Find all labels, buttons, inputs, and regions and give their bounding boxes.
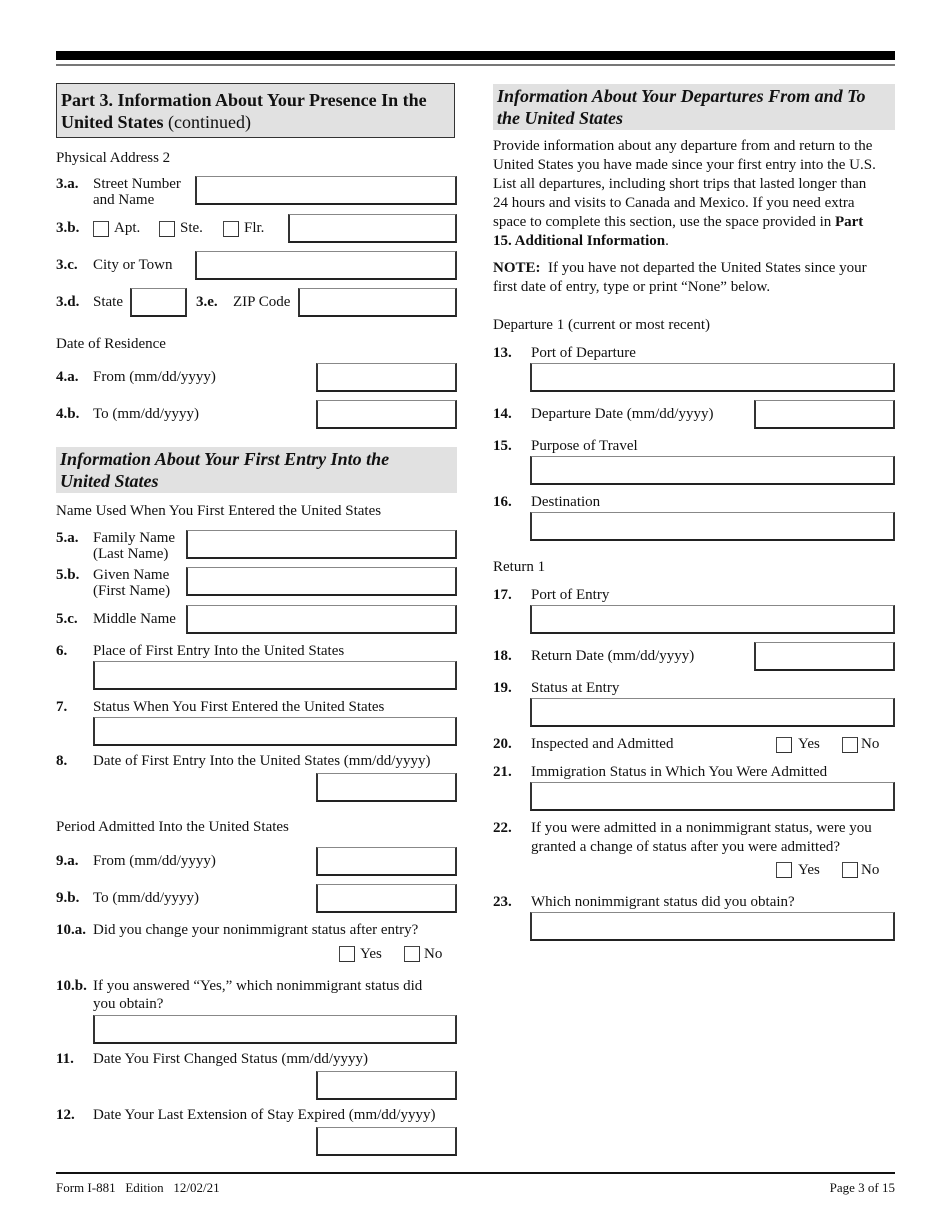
q20-yes-label: Yes bbox=[798, 736, 820, 752]
q6-number: 6. bbox=[56, 643, 68, 659]
q20-label: Inspected and Admitted bbox=[531, 736, 674, 752]
port-of-entry-field[interactable] bbox=[530, 605, 895, 634]
return-date-field[interactable] bbox=[754, 642, 895, 671]
zip-code-field[interactable] bbox=[298, 288, 457, 317]
q22-yes-checkbox[interactable] bbox=[776, 862, 792, 878]
q23-label: Which nonimmigrant status did you obtain? bbox=[531, 894, 795, 910]
q7-number: 7. bbox=[56, 699, 68, 715]
q10a-label: Did you change your nonimmigrant status after entry? bbox=[93, 922, 419, 938]
departures-section-heading bbox=[493, 84, 895, 130]
q3c-label: City or Town bbox=[93, 257, 173, 273]
header-thick-rule bbox=[56, 51, 895, 60]
q19-label: Status at Entry bbox=[531, 680, 620, 696]
name-used-label: Name Used When You First Entered the United States bbox=[56, 503, 382, 519]
q9a-label: From (mm/dd/yyyy) bbox=[93, 853, 216, 869]
q13-number: 13. bbox=[493, 345, 512, 361]
q20-yes-checkbox[interactable] bbox=[776, 737, 792, 753]
flr-checkbox[interactable] bbox=[223, 221, 239, 237]
note-line1: If you have not departed the United States since your bbox=[540, 260, 867, 276]
q23-number: 23. bbox=[493, 894, 512, 910]
q5b-label-line1: Given Name bbox=[93, 567, 170, 583]
date-first-changed-status-field[interactable] bbox=[316, 1071, 457, 1100]
q5a-label-line2: (Last Name) bbox=[93, 546, 169, 562]
part-title-line1: Part 3. Information About Your Presence In the bbox=[61, 90, 427, 110]
q4a-number: 4.a. bbox=[56, 369, 79, 385]
footer-rule bbox=[56, 1172, 895, 1174]
physical-address-label: Physical Address 2 bbox=[56, 150, 171, 166]
q3a-number: 3.a. bbox=[56, 176, 79, 192]
q9a-number: 9.a. bbox=[56, 853, 79, 869]
q3e-label: ZIP Code bbox=[233, 294, 291, 310]
intro-line-text: space to complete this section, use the space provided in bbox=[493, 214, 835, 230]
q3a-label-line1: Street Number bbox=[93, 176, 181, 192]
q15-label: Purpose of Travel bbox=[531, 438, 638, 454]
q13-label: Port of Departure bbox=[531, 345, 636, 361]
intro-line: List all departures, including short trips that lasted longer than bbox=[493, 176, 867, 192]
intro-line: Provide information about any departure from and return to the bbox=[493, 138, 873, 154]
q3e-number: 3.e. bbox=[196, 294, 218, 310]
departures-intro-paragraph bbox=[493, 137, 897, 251]
status-at-entry-field[interactable] bbox=[530, 698, 895, 727]
given-name-field[interactable] bbox=[186, 567, 457, 596]
q20-no-label: No bbox=[861, 736, 880, 752]
q21-number: 21. bbox=[493, 764, 512, 780]
ste-label: Ste. bbox=[180, 220, 203, 236]
q4b-number: 4.b. bbox=[56, 406, 80, 422]
q8-label: Date of First Entry Into the United States (mm/dd/yyyy) bbox=[93, 753, 431, 769]
q3d-label: State bbox=[93, 294, 123, 310]
q5c-label: Middle Name bbox=[93, 611, 176, 627]
apt-checkbox[interactable] bbox=[93, 221, 109, 237]
q3d-number: 3.d. bbox=[56, 294, 80, 310]
nonimmigrant-status-obtained-field[interactable] bbox=[93, 1015, 457, 1044]
city-town-field[interactable] bbox=[195, 251, 457, 280]
purpose-of-travel-field[interactable] bbox=[530, 456, 895, 485]
part-heading bbox=[56, 83, 455, 138]
q22-yes-label: Yes bbox=[798, 862, 820, 878]
q4a-label: From (mm/dd/yyyy) bbox=[93, 369, 216, 385]
admitted-to-date-field[interactable] bbox=[316, 884, 457, 913]
q10b-label-line1: If you answered “Yes,” which nonimmigrant status did bbox=[93, 978, 423, 994]
part-title-suffix: (continued) bbox=[163, 112, 251, 132]
note-label: NOTE: bbox=[493, 260, 541, 276]
q5b-label-line2: (First Name) bbox=[93, 583, 171, 599]
q3b-number: 3.b. bbox=[56, 220, 80, 236]
admitted-from-date-field[interactable] bbox=[316, 847, 457, 876]
destination-field[interactable] bbox=[530, 512, 895, 541]
first-entry-heading-line2: United States bbox=[60, 471, 159, 491]
return1-label: Return 1 bbox=[493, 559, 546, 575]
q12-number: 12. bbox=[56, 1107, 75, 1123]
apt-label: Apt. bbox=[114, 220, 141, 236]
q14-number: 14. bbox=[493, 406, 512, 422]
q4b-label: To (mm/dd/yyyy) bbox=[93, 406, 200, 422]
departures-heading-line1: Information About Your Departures From and To bbox=[497, 86, 866, 106]
q3a-label-line2: and Name bbox=[93, 192, 155, 208]
family-name-field[interactable] bbox=[186, 530, 457, 559]
intro-line: United States you have made since your first entry into the U.S. bbox=[493, 157, 876, 173]
first-entry-section-heading bbox=[56, 447, 457, 493]
q10b-number: 10.b. bbox=[56, 978, 87, 994]
q22-label-line2: granted a change of status after you were admitted? bbox=[531, 839, 841, 855]
date-of-first-entry-field[interactable] bbox=[316, 773, 457, 802]
ste-checkbox[interactable] bbox=[159, 221, 175, 237]
q22-number: 22. bbox=[493, 820, 512, 836]
flr-label: Flr. bbox=[244, 220, 265, 236]
q15-number: 15. bbox=[493, 438, 512, 454]
q17-number: 17. bbox=[493, 587, 512, 603]
port-of-departure-field[interactable] bbox=[530, 363, 895, 392]
q5c-number: 5.c. bbox=[56, 611, 78, 627]
middle-name-field[interactable] bbox=[186, 605, 457, 634]
q20-no-checkbox[interactable] bbox=[842, 737, 858, 753]
q18-number: 18. bbox=[493, 648, 512, 664]
q3c-number: 3.c. bbox=[56, 257, 78, 273]
status-first-entered-field[interactable] bbox=[93, 717, 457, 746]
q7-label: Status When You First Entered the United States bbox=[93, 699, 385, 715]
departures-heading-line2: the United States bbox=[497, 108, 624, 128]
q10a-no-label: No bbox=[424, 946, 443, 962]
q10a-yes-label: Yes bbox=[360, 946, 382, 962]
q12-label: Date Your Last Extension of Stay Expired (mm/dd/yyyy) bbox=[93, 1107, 436, 1123]
first-entry-heading-line1: Information About Your First Entry Into the bbox=[60, 449, 390, 469]
intro-end: . bbox=[665, 233, 669, 249]
note-line2: first date of entry, type or print “None” below. bbox=[493, 279, 771, 295]
q20-number: 20. bbox=[493, 736, 512, 752]
intro-line bbox=[493, 232, 897, 251]
q10a-yes-checkbox[interactable] bbox=[339, 946, 355, 962]
apt-ste-flr-number-field[interactable] bbox=[288, 214, 457, 243]
q5b-number: 5.b. bbox=[56, 567, 80, 583]
page-number: Page 3 of 15 bbox=[829, 1180, 895, 1195]
state-field[interactable] bbox=[130, 288, 187, 317]
q10a-no-checkbox[interactable] bbox=[404, 946, 420, 962]
q8-number: 8. bbox=[56, 753, 68, 769]
street-number-name-field[interactable] bbox=[195, 176, 457, 205]
place-of-first-entry-field[interactable] bbox=[93, 661, 457, 690]
q5a-label-line1: Family Name bbox=[93, 530, 176, 546]
q19-number: 19. bbox=[493, 680, 512, 696]
form-edition-label: Form I-881 Edition 12/02/21 bbox=[56, 1180, 220, 1195]
part-title-line2: United States bbox=[61, 112, 164, 132]
q5a-number: 5.a. bbox=[56, 530, 79, 546]
q10a-number: 10.a. bbox=[56, 922, 86, 938]
date-of-residence-label: Date of Residence bbox=[56, 336, 166, 352]
q9b-label: To (mm/dd/yyyy) bbox=[93, 890, 200, 906]
departure-date-field[interactable] bbox=[754, 400, 895, 429]
q10b-label-line2: you obtain? bbox=[93, 996, 164, 1012]
residence-from-date-field[interactable] bbox=[316, 363, 457, 392]
residence-to-date-field[interactable] bbox=[316, 400, 457, 429]
q16-number: 16. bbox=[493, 494, 512, 510]
q18-label: Return Date (mm/dd/yyyy) bbox=[531, 648, 695, 664]
intro-bold-additional-info: 15. Additional Information bbox=[493, 233, 666, 249]
q14-label: Departure Date (mm/dd/yyyy) bbox=[531, 406, 714, 422]
immigration-status-admitted-field[interactable] bbox=[530, 782, 895, 811]
q6-label: Place of First Entry Into the United States bbox=[93, 643, 345, 659]
intro-line bbox=[493, 213, 897, 232]
departure1-label: Departure 1 (current or most recent) bbox=[493, 317, 710, 333]
header-thin-rule bbox=[56, 64, 895, 66]
date-last-extension-expired-field[interactable] bbox=[316, 1127, 457, 1156]
q22-no-label: No bbox=[861, 862, 880, 878]
q11-label: Date You First Changed Status (mm/dd/yyyy) bbox=[93, 1051, 369, 1067]
period-admitted-label: Period Admitted Into the United States bbox=[56, 819, 289, 835]
q22-no-checkbox[interactable] bbox=[842, 862, 858, 878]
note-paragraph bbox=[493, 259, 897, 297]
q22-label-line1: If you were admitted in a nonimmigrant status, were you bbox=[531, 820, 872, 836]
intro-line: 24 hours and visits to Canada and Mexico. If you need extra bbox=[493, 195, 855, 211]
q9b-number: 9.b. bbox=[56, 890, 80, 906]
q17-label: Port of Entry bbox=[531, 587, 610, 603]
q11-number: 11. bbox=[56, 1051, 74, 1067]
q21-label: Immigration Status in Which You Were Admitted bbox=[531, 764, 828, 780]
intro-bold-part: Part bbox=[834, 214, 864, 230]
q16-label: Destination bbox=[531, 494, 601, 510]
nonimmigrant-status-obtained-q23-field[interactable] bbox=[530, 912, 895, 941]
